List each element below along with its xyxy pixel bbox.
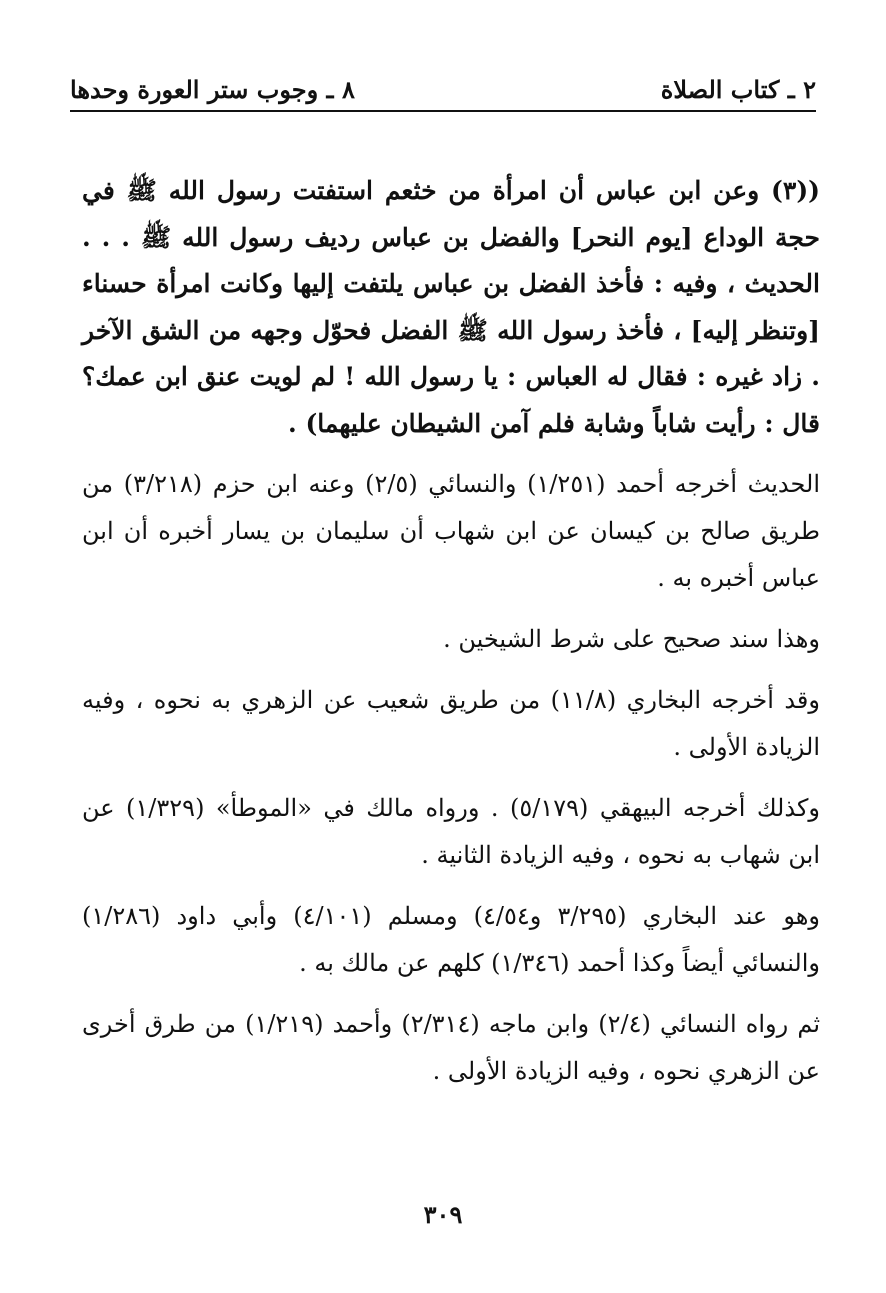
page-number: ٣٠٩ <box>423 1200 463 1229</box>
section-title: ٨ ـ وجوب ستر العورة وحدها <box>70 75 355 104</box>
commentary-paragraph-2: وهذا سند صحيح على شرط الشيخين . <box>443 625 820 653</box>
commentary-paragraph-4: وكذلك أخرجه البيهقي (٥/١٧٩) . ورواه مالك في «الموطأ» (١/٣٢٩) عن ابن شهاب به نحوه ، وفيه الزيادة الثانية . <box>82 794 820 869</box>
running-header <box>70 68 816 112</box>
commentary-paragraph-3: وقد أخرجه البخاري (١١/٨) من طريق شعيب عن الزهري به نحوه ، وفيه الزيادة الأولى . <box>82 686 820 761</box>
chapter-title: ٢ ـ كتاب الصلاة <box>660 75 816 104</box>
commentary-paragraph-5: وهو عند البخاري (٣/٢٩٥ و٤/٥٤) ومسلم (٤/١٠١) وأبي داود (١/٢٨٦) والنسائي أيضاً وكذا أحمد (١/٣٤٦) كلهم عن مالك به . <box>82 902 820 977</box>
commentary-paragraph-1: الحديث أخرجه أحمد (١/٢٥١) والنسائي (٢/٥) وعنه ابن حزم (٣/٢١٨) من طريق صالح بن كيسان عن ابن شهاب أن سليمان بن يسار أخبره أن ابن عباس أخبره به . <box>82 470 820 592</box>
commentary-paragraph-6: ثم رواه النسائي (٢/٤) وابن ماجه (٢/٣١٤) وأحمد (١/٢١٩) من طرق أخرى عن الزهري نحوه ، وفيه الزيادة الأولى . <box>82 1010 820 1085</box>
hadith-text: ((٣) وعن ابن عباس أن امرأة من خثعم استفتت رسول الله ﷺ في حجة الوداع [يوم النحر] والفضل بن عباس رديف رسول الله ﷺ . . . الحديث ، وفيه : فأخذ الفضل بن عباس يلتفت إليها وكانت امرأة حسناء [وتنظر إليه] ، فأخذ رسول الله ﷺ الفضل فحوّل وجهه من الشق الآخر . زاد غيره : فقال له العباس : يا رسول الله ! لم لويت عنق ابن عمك؟ قال : رأيت شاباً وشابة فلم آمن الشيطان عليهما) . <box>82 176 820 438</box>
page-body <box>82 168 820 1109</box>
